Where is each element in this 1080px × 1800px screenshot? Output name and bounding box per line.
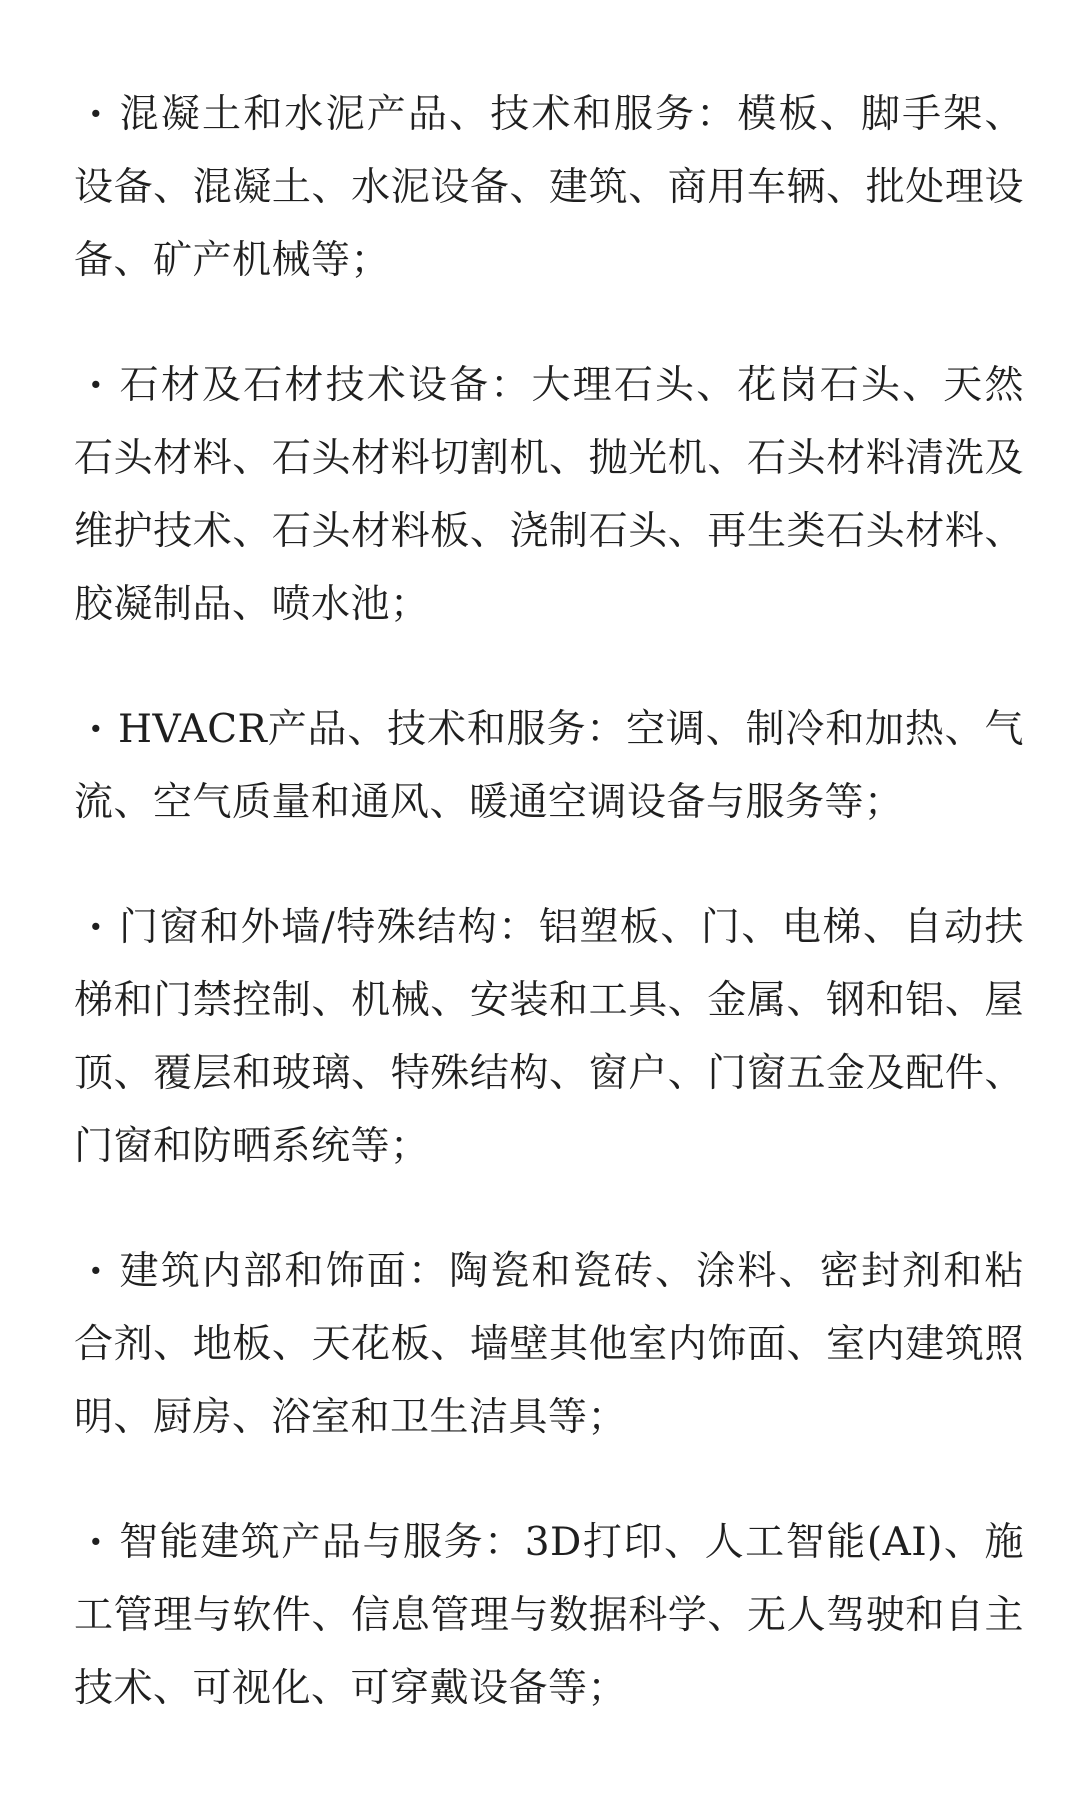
bullet-icon: · [88, 362, 104, 408]
list-item [74, 78, 1024, 297]
list-item-text: 智能建筑产品与服务：3D打印、人工智能(AI)、施工管理与软件、信息管理与数据科学、无人驾驶和自主技术、可视化、可穿戴设备等； [74, 1520, 1024, 1711]
bullet-icon: · [88, 1248, 104, 1294]
document-body [74, 78, 1024, 1777]
list-item [74, 891, 1024, 1183]
list-item [74, 693, 1024, 839]
list-item [74, 1235, 1024, 1454]
list-item-text: 石材及石材技术设备：大理石头、花岗石头、天然石头材料、石头材料切割机、抛光机、石头材料清洗及维护技术、石头材料板、浇制石头、再生类石头材料、胶凝制品、喷水池； [74, 363, 1024, 627]
bullet-icon: · [88, 706, 104, 752]
list-item-text: 混凝土和水泥产品、技术和服务：模板、脚手架、设备、混凝土、水泥设备、建筑、商用车辆、批处理设备、矿产机械等； [74, 92, 1024, 283]
list-item-text: HVACR产品、技术和服务：空调、制冷和加热、气流、空气质量和通风、暖通空调设备与服务等； [74, 707, 1024, 825]
list-item-text: 建筑内部和饰面：陶瓷和瓷砖、涂料、密封剂和粘合剂、地板、天花板、墙壁其他室内饰面、室内建筑照明、厨房、浴室和卫生洁具等； [74, 1249, 1024, 1440]
list-item [74, 349, 1024, 641]
list-item [74, 1506, 1024, 1725]
list-item-text: 门窗和外墙/特殊结构：铝塑板、门、电梯、自动扶梯和门禁控制、机械、安装和工具、金属、钢和铝、屋顶、覆层和玻璃、特殊结构、窗户、门窗五金及配件、门窗和防晒系统等； [74, 905, 1024, 1169]
bullet-icon: · [88, 904, 104, 950]
bullet-icon: · [88, 91, 104, 137]
bullet-icon: · [88, 1519, 104, 1565]
